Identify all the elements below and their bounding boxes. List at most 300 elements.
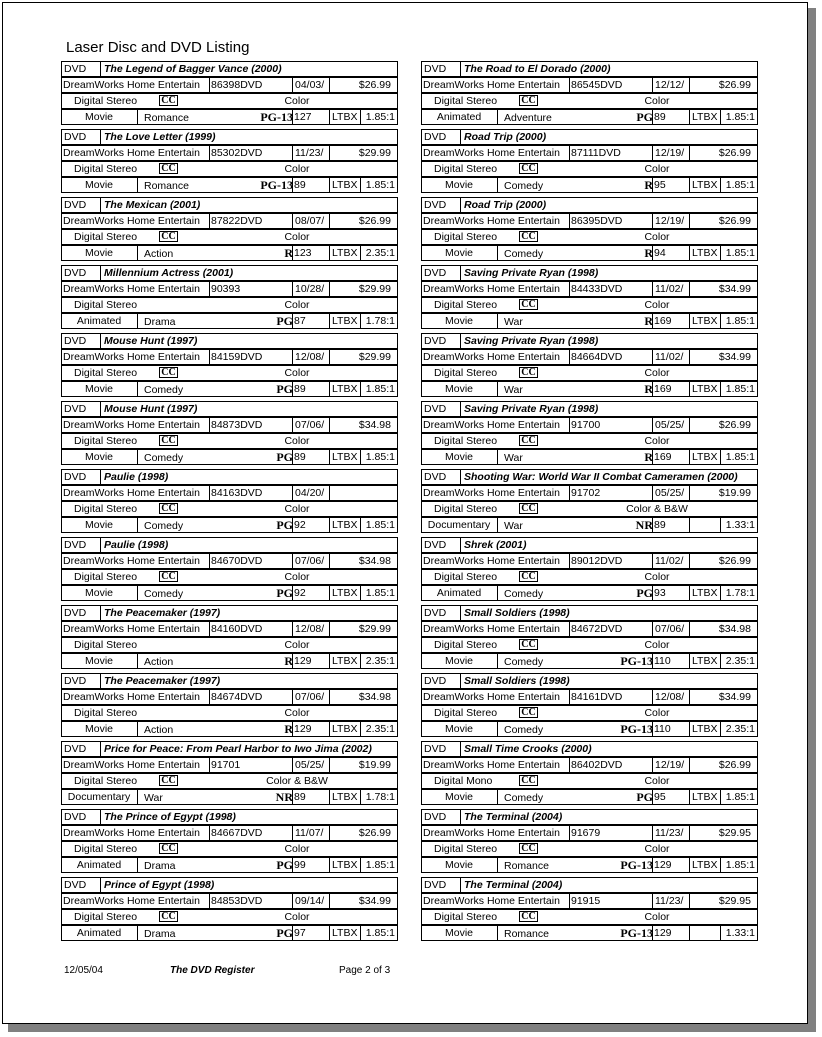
screen-format: LTBX: [332, 927, 358, 939]
record-audio-row: [61, 569, 398, 585]
record-audio-row: [61, 297, 398, 313]
release-date: 11/02/: [655, 283, 684, 295]
category: Documentary: [67, 791, 131, 803]
dvd-record: [421, 197, 758, 265]
studio-name: DreamWorks Home Entertain: [63, 79, 200, 91]
genre: Comedy: [504, 724, 544, 736]
record-audio-row: [421, 433, 758, 449]
record-audio-row: [421, 297, 758, 313]
release-date: 10/28/: [295, 283, 325, 295]
page-shadow-right: [808, 8, 816, 1030]
record-audio-row: [421, 705, 758, 721]
price: [330, 486, 391, 500]
category: Movie: [84, 179, 113, 191]
record-header-row: [421, 61, 758, 77]
catalog-number: 84672DVD: [571, 623, 623, 635]
genre: War: [144, 792, 163, 804]
price: $34.99: [718, 283, 751, 295]
record-details-row: [421, 653, 758, 669]
closed-caption-icon: CC: [159, 571, 178, 582]
record-audio-row: [421, 501, 758, 517]
closed-caption-icon: CC: [159, 911, 178, 922]
audio-format: Digital Stereo: [434, 299, 498, 311]
dvd-record: [61, 537, 398, 605]
format-label: DVD: [424, 607, 447, 619]
closed-caption-icon: CC: [519, 163, 538, 174]
format-label: DVD: [424, 879, 447, 891]
record-title: Mouse Hunt (1997): [104, 403, 198, 415]
color-format: Color: [644, 435, 670, 447]
record-title: Mouse Hunt (1997): [104, 335, 198, 347]
record-title: Prince of Egypt (1998): [104, 879, 215, 891]
record-details-row: [61, 449, 398, 465]
price: $26.99: [718, 215, 751, 227]
dvd-record: [61, 129, 398, 197]
record-header-row: [61, 605, 398, 621]
format-label: DVD: [64, 63, 87, 75]
release-date: 12/19/: [655, 215, 685, 227]
record-header-row: [421, 877, 758, 893]
color-format: Color: [644, 571, 670, 583]
record-details-row: [61, 381, 398, 397]
dvd-record: [421, 877, 758, 945]
price: $29.99: [358, 351, 391, 363]
release-date: 04/20/: [295, 487, 325, 499]
color-format: Color: [284, 707, 310, 719]
record-studio-row: [421, 757, 758, 773]
screen-format: LTBX: [692, 315, 718, 327]
record-studio-row: [61, 553, 398, 569]
closed-caption-icon: CC: [519, 571, 538, 582]
catalog-number: 91679: [571, 827, 601, 839]
aspect-ratio: 1.33:1: [725, 519, 755, 531]
audio-format: Digital Stereo: [434, 435, 498, 447]
rating-icon: R: [644, 382, 653, 396]
record-details-row: [61, 653, 398, 669]
record-details-row: [61, 109, 398, 125]
studio-name: DreamWorks Home Entertain: [423, 895, 560, 907]
record-studio-row: [61, 77, 398, 93]
format-label: DVD: [64, 607, 87, 619]
category: Movie: [84, 111, 113, 123]
record-audio-row: [421, 637, 758, 653]
catalog-number: 84853DVD: [211, 895, 263, 907]
record-details-row: [421, 925, 758, 941]
record-title: Small Time Crooks (2000): [464, 743, 592, 755]
price: $34.98: [358, 555, 391, 567]
record-header-row: [421, 197, 758, 213]
dvd-record: [61, 741, 398, 809]
release-date: 11/02/: [655, 555, 684, 567]
catalog-number: 87111DVD: [571, 147, 621, 159]
release-date: 08/07/: [295, 215, 325, 227]
closed-caption-icon: CC: [159, 95, 178, 106]
audio-format: Digital Stereo: [434, 163, 498, 175]
dvd-record: [61, 673, 398, 741]
record-audio-row: [61, 433, 398, 449]
audio-format: Digital Stereo: [434, 911, 498, 923]
closed-caption-icon: CC: [519, 911, 538, 922]
price: $26.99: [718, 79, 751, 91]
aspect-ratio: 1.85:1: [725, 791, 755, 803]
aspect-ratio: 1.85:1: [365, 451, 395, 463]
dvd-record: [421, 401, 758, 469]
screen-format: [692, 926, 720, 940]
studio-name: DreamWorks Home Entertain: [423, 351, 560, 363]
dvd-record: [421, 129, 758, 197]
closed-caption-icon: CC: [159, 843, 178, 854]
screen-format: LTBX: [692, 723, 718, 735]
format-label: DVD: [424, 335, 447, 347]
price: $29.95: [718, 895, 751, 907]
format-label: DVD: [424, 811, 447, 823]
price: $26.99: [358, 827, 391, 839]
studio-name: DreamWorks Home Entertain: [423, 691, 560, 703]
price: $34.99: [718, 351, 751, 363]
record-studio-row: [61, 213, 398, 229]
page-shadow-bottom: [8, 1024, 816, 1032]
closed-caption-icon: CC: [159, 503, 178, 514]
price: $29.99: [358, 623, 391, 635]
screen-format: LTBX: [692, 859, 718, 871]
screen-format: LTBX: [332, 655, 358, 667]
record-studio-row: [421, 349, 758, 365]
catalog-number: 84161DVD: [571, 691, 623, 703]
price: $34.98: [358, 419, 391, 431]
catalog-number: 91915: [571, 895, 601, 907]
genre: Comedy: [504, 792, 544, 804]
studio-name: DreamWorks Home Entertain: [423, 759, 560, 771]
record-details-row: [421, 109, 758, 125]
catalog-number: 86395DVD: [571, 215, 623, 227]
rating-icon: PG-13: [620, 926, 653, 940]
catalog-number: 84433DVD: [571, 283, 623, 295]
color-format: Color: [284, 231, 310, 243]
screen-format: LTBX: [332, 519, 358, 531]
audio-format: Digital Stereo: [74, 571, 138, 583]
closed-caption-icon: CC: [519, 503, 538, 514]
report-title: Laser Disc and DVD Listing: [66, 39, 250, 56]
runtime: 129: [294, 723, 312, 735]
rating-icon: PG: [276, 586, 293, 600]
record-studio-row: [61, 757, 398, 773]
price: $34.99: [358, 895, 391, 907]
color-format: Color: [644, 911, 670, 923]
audio-format: Digital Stereo: [434, 571, 498, 583]
studio-name: DreamWorks Home Entertain: [423, 827, 560, 839]
aspect-ratio: 1.85:1: [725, 451, 755, 463]
record-title: The Mexican (2001): [104, 199, 201, 211]
aspect-ratio: 1.85:1: [725, 111, 755, 123]
record-header-row: [61, 129, 398, 145]
dvd-record: [61, 401, 398, 469]
price: $26.99: [358, 79, 391, 91]
screen-format: LTBX: [332, 859, 358, 871]
category: Animated: [76, 315, 122, 327]
genre: War: [504, 316, 523, 328]
audio-format: Digital Mono: [434, 775, 493, 787]
price: $26.99: [718, 419, 751, 431]
genre: Romance: [144, 112, 189, 124]
release-date: 12/19/: [655, 759, 685, 771]
audio-format: Digital Stereo: [434, 707, 498, 719]
format-label: DVD: [424, 131, 447, 143]
aspect-ratio: 1.85:1: [365, 859, 395, 871]
closed-caption-icon: CC: [519, 95, 538, 106]
record-header-row: [421, 469, 758, 485]
rating-icon: PG-13: [620, 722, 653, 736]
format-label: DVD: [64, 131, 87, 143]
record-title: The Peacemaker (1997): [104, 675, 221, 687]
genre: Action: [144, 248, 174, 260]
audio-format: Digital Stereo: [74, 163, 138, 175]
price: $29.99: [358, 147, 391, 159]
dvd-record: [421, 605, 758, 673]
runtime: 93: [654, 587, 666, 599]
runtime: 89: [654, 111, 666, 123]
color-format: Color: [284, 95, 310, 107]
format-label: DVD: [424, 403, 447, 415]
rating-icon: R: [644, 314, 653, 328]
catalog-number: 84674DVD: [211, 691, 263, 703]
color-format: Color: [644, 775, 670, 787]
record-audio-row: [421, 93, 758, 109]
aspect-ratio: 2.35:1: [365, 655, 395, 667]
color-format: Color: [644, 639, 670, 651]
aspect-ratio: 1.78:1: [365, 315, 395, 327]
format-label: DVD: [64, 335, 87, 347]
closed-caption-icon: CC: [159, 163, 178, 174]
color-format: Color: [284, 843, 310, 855]
studio-name: DreamWorks Home Entertain: [423, 419, 560, 431]
record-details-row: [421, 381, 758, 397]
record-header-row: [61, 333, 398, 349]
record-studio-row: [421, 417, 758, 433]
aspect-ratio: 2.35:1: [725, 723, 755, 735]
record-studio-row: [421, 893, 758, 909]
record-title: The Love Letter (1999): [104, 131, 216, 143]
category: Movie: [444, 383, 473, 395]
studio-name: DreamWorks Home Entertain: [63, 827, 200, 839]
record-details-row: [61, 789, 398, 805]
price: $26.99: [358, 215, 391, 227]
runtime: 89: [654, 519, 666, 531]
format-label: DVD: [64, 539, 87, 551]
record-title: Small Soldiers (1998): [464, 607, 570, 619]
screen-format: LTBX: [692, 179, 718, 191]
studio-name: DreamWorks Home Entertain: [63, 215, 200, 227]
catalog-number: 84670DVD: [211, 555, 263, 567]
record-details-row: [61, 925, 398, 941]
genre: Action: [144, 724, 174, 736]
genre: Romance: [144, 180, 189, 192]
runtime: 110: [654, 723, 671, 735]
aspect-ratio: 1.85:1: [365, 383, 395, 395]
studio-name: DreamWorks Home Entertain: [63, 147, 200, 159]
screen-format: LTBX: [692, 111, 718, 123]
record-header-row: [421, 265, 758, 281]
format-label: DVD: [64, 199, 87, 211]
record-audio-row: [61, 93, 398, 109]
footer-date: 12/05/04: [64, 965, 103, 976]
aspect-ratio: 1.33:1: [725, 927, 755, 939]
record-title: Paulie (1998): [104, 471, 169, 483]
audio-format: Digital Stereo: [74, 367, 138, 379]
runtime: 129: [654, 859, 672, 871]
aspect-ratio: 2.35:1: [365, 723, 395, 735]
record-title: Road Trip (2000): [464, 131, 547, 143]
studio-name: DreamWorks Home Entertain: [423, 555, 560, 567]
catalog-number: 86545DVD: [571, 79, 623, 91]
genre: Romance: [504, 860, 549, 872]
catalog-number: 84667DVD: [211, 827, 263, 839]
category: Movie: [444, 315, 473, 327]
audio-format: Digital Stereo: [74, 843, 138, 855]
release-date: 12/08/: [295, 351, 325, 363]
category: Documentary: [427, 519, 491, 531]
record-header-row: [61, 741, 398, 757]
catalog-number: 89012DVD: [571, 555, 623, 567]
record-audio-row: [61, 841, 398, 857]
color-format: Color: [284, 435, 310, 447]
rating-icon: PG: [636, 110, 653, 124]
studio-name: DreamWorks Home Entertain: [63, 351, 200, 363]
format-label: DVD: [64, 743, 87, 755]
studio-name: DreamWorks Home Entertain: [423, 79, 560, 91]
catalog-number: 84160DVD: [211, 623, 263, 635]
record-header-row: [421, 673, 758, 689]
aspect-ratio: 1.78:1: [725, 587, 755, 599]
record-studio-row: [421, 825, 758, 841]
record-audio-row: [421, 229, 758, 245]
closed-caption-icon: CC: [519, 435, 538, 446]
color-format: Color: [284, 163, 310, 175]
genre: Action: [144, 656, 174, 668]
runtime: 97: [294, 927, 306, 939]
studio-name: DreamWorks Home Entertain: [423, 623, 560, 635]
dvd-record: [61, 809, 398, 877]
aspect-ratio: 1.85:1: [725, 859, 755, 871]
record-details-row: [421, 313, 758, 329]
record-details-row: [421, 449, 758, 465]
record-header-row: [421, 605, 758, 621]
release-date: 11/23/: [655, 827, 684, 839]
screen-format: LTBX: [692, 451, 718, 463]
audio-format: Digital Stereo: [74, 435, 138, 447]
screen-format: LTBX: [332, 723, 358, 735]
screen-format: LTBX: [692, 655, 718, 667]
rating-icon: PG-13: [620, 858, 653, 872]
record-studio-row: [61, 281, 398, 297]
aspect-ratio: 1.85:1: [725, 383, 755, 395]
runtime: 92: [294, 519, 306, 531]
color-format: Color: [284, 639, 310, 651]
record-title: Saving Private Ryan (1998): [464, 335, 599, 347]
catalog-number: 84664DVD: [571, 351, 623, 363]
color-format: Color & B&W: [266, 775, 328, 787]
catalog-number: 84873DVD: [211, 419, 263, 431]
category: Movie: [84, 247, 113, 259]
dvd-record: [421, 537, 758, 605]
release-date: 05/25/: [655, 487, 685, 499]
screen-format: LTBX: [692, 587, 718, 599]
color-format: Color & B&W: [626, 503, 688, 515]
release-date: 12/12/: [655, 79, 685, 91]
price: $26.99: [718, 759, 751, 771]
record-studio-row: [421, 281, 758, 297]
genre: Comedy: [504, 180, 544, 192]
footer-brand: The DVD Register: [170, 965, 255, 976]
closed-caption-icon: CC: [519, 775, 538, 786]
screen-format: LTBX: [332, 111, 358, 123]
record-details-row: [61, 313, 398, 329]
screen-format: LTBX: [332, 179, 358, 191]
record-audio-row: [61, 365, 398, 381]
record-studio-row: [61, 825, 398, 841]
studio-name: DreamWorks Home Entertain: [423, 487, 560, 499]
record-details-row: [421, 517, 758, 533]
release-date: 07/06/: [655, 623, 685, 635]
screen-format: LTBX: [332, 791, 358, 803]
audio-format: Digital Stereo: [74, 299, 138, 311]
record-audio-row: [61, 637, 398, 653]
record-studio-row: [421, 77, 758, 93]
rating-icon: R: [284, 722, 293, 736]
genre: Comedy: [504, 656, 544, 668]
release-date: 11/23/: [295, 147, 324, 159]
record-header-row: [421, 333, 758, 349]
record-studio-row: [61, 485, 398, 501]
record-header-row: [61, 537, 398, 553]
genre: Romance: [504, 928, 549, 940]
record-header-row: [421, 401, 758, 417]
release-date: 12/08/: [295, 623, 325, 635]
record-studio-row: [61, 689, 398, 705]
record-studio-row: [421, 553, 758, 569]
record-title: The Terminal (2004): [464, 879, 563, 891]
runtime: 89: [294, 383, 306, 395]
release-date: 07/06/: [295, 555, 325, 567]
record-header-row: [61, 265, 398, 281]
screen-format: LTBX: [332, 451, 358, 463]
record-title: The Road to El Dorado (2000): [464, 63, 611, 75]
record-title: The Terminal (2004): [464, 811, 563, 823]
audio-format: Digital Stereo: [434, 843, 498, 855]
record-audio-row: [61, 161, 398, 177]
format-label: DVD: [64, 811, 87, 823]
price: $19.99: [718, 487, 751, 499]
record-details-row: [421, 857, 758, 873]
dvd-record: [421, 265, 758, 333]
runtime: 169: [654, 315, 672, 327]
category: Movie: [444, 451, 473, 463]
aspect-ratio: 1.85:1: [365, 179, 395, 191]
price: $34.99: [718, 691, 751, 703]
record-studio-row: [61, 349, 398, 365]
rating-icon: R: [644, 178, 653, 192]
genre: Comedy: [144, 588, 184, 600]
record-details-row: [421, 245, 758, 261]
record-header-row: [61, 469, 398, 485]
dvd-record: [61, 197, 398, 265]
closed-caption-icon: CC: [519, 843, 538, 854]
color-format: Color: [284, 911, 310, 923]
color-format: Color: [284, 299, 310, 311]
rating-icon: R: [284, 246, 293, 260]
category: Animated: [436, 587, 482, 599]
category: Movie: [444, 927, 473, 939]
runtime: 89: [294, 791, 306, 803]
